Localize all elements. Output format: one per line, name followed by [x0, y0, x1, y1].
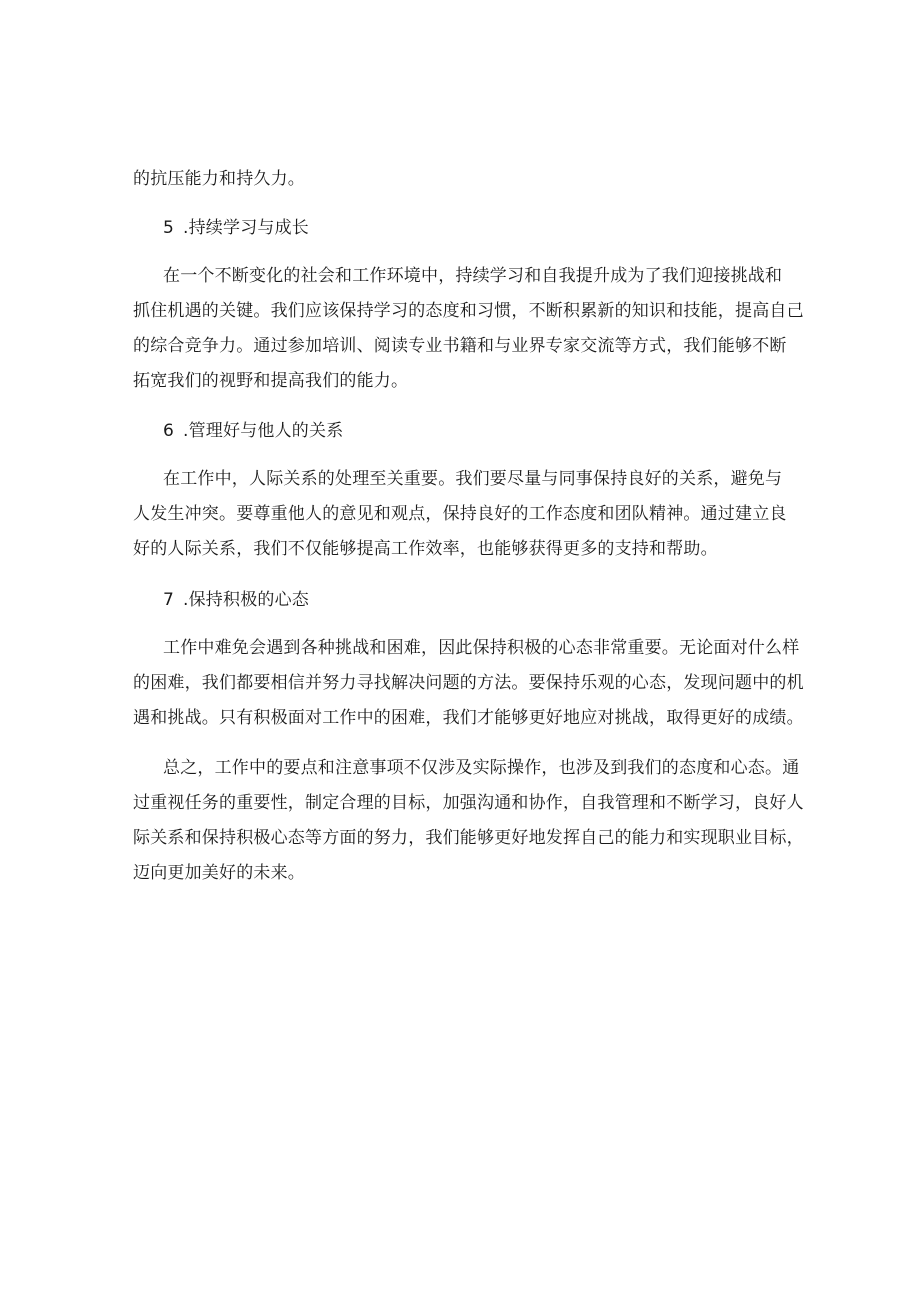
section-heading-7: [163, 589, 309, 611]
paragraph-line: 遇和挑战。只有积极面对工作中的困难，我们才能够更好地应对挑战，取得更好的成绩。: [133, 708, 804, 728]
paragraph-line: 抓住机遇的关键。我们应该保持学习的态度和习惯，不断积累新的知识和技能，提高自己: [133, 301, 804, 321]
section-number: 5: [163, 218, 175, 238]
section-number: 6: [163, 421, 175, 441]
paragraph-line: 在一个不断变化的社会和工作环境中，持续学习和自我提升成为了我们迎接挑战和: [163, 266, 783, 286]
continuation-line: 的抗压能力和持久力。: [133, 169, 305, 189]
section-title: .保持积极的心态: [183, 590, 310, 610]
section-title: .持续学习与成长: [183, 218, 310, 238]
paragraph-line: 的综合竞争力。通过参加培训、阅读专业书籍和与业界专家交流等方式，我们能够不断: [133, 336, 787, 356]
paragraph-line: 在工作中，人际关系的处理至关重要。我们要尽量与同事保持良好的关系，避免与: [163, 469, 783, 489]
conclusion-line: 过重视任务的重要性，制定合理的目标，加强沟通和协作，自我管理和不断学习，良好人: [133, 793, 804, 813]
conclusion-line: 迈向更加美好的未来。: [133, 863, 305, 883]
paragraph-line: 的困难，我们都要相信并努力寻找解决问题的方法。要保持乐观的心态，发现问题中的机: [133, 673, 804, 693]
paragraph-line: 人发生冲突。要尊重他人的意见和观点，保持良好的工作态度和团队精神。通过建立良: [133, 504, 787, 524]
section-title: .管理好与他人的关系: [183, 421, 344, 441]
conclusion-line: 际关系和保持积极心态等方面的努力，我们能够更好地发挥自己的能力和实现职业目标，: [133, 828, 804, 848]
section-number: 7: [163, 590, 175, 610]
paragraph-line: 好的人际关系，我们不仅能够提高工作效率，也能够获得更多的支持和帮助。: [133, 539, 718, 559]
paragraph-line: 拓宽我们的视野和提高我们的能力。: [133, 371, 409, 391]
section-heading-5: [163, 217, 309, 239]
conclusion-line: 总之，工作中的要点和注意事项不仅涉及实际操作，也涉及到我们的态度和心态。通: [163, 758, 800, 778]
section-heading-6: [163, 420, 343, 442]
paragraph-line: 工作中难免会遇到各种挑战和困难，因此保持积极的心态非常重要。无论面对什么样: [163, 638, 800, 658]
